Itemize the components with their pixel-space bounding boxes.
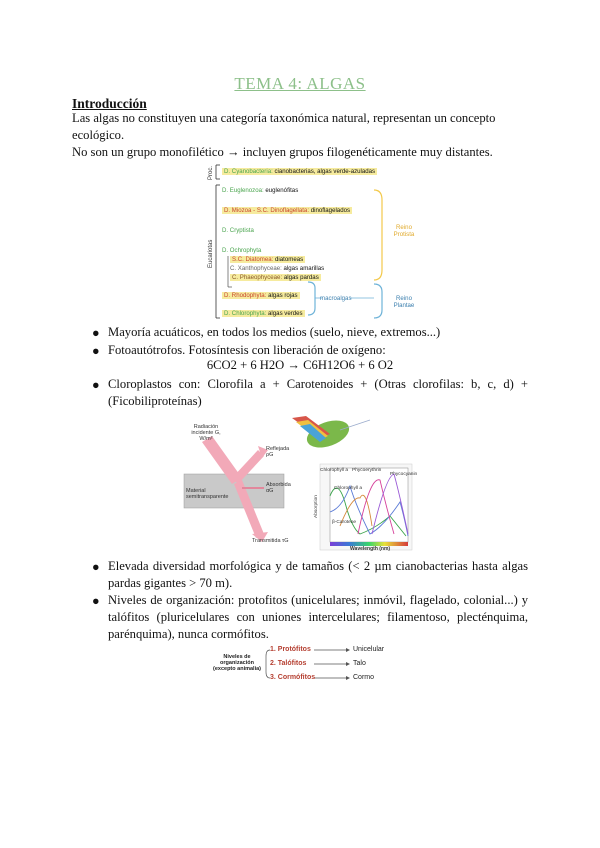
row-xanthophyceae: C. Xanthophyceae: algas amarillas — [230, 265, 325, 272]
reino-protista-label: Reino Protista — [393, 224, 415, 238]
bullet-dot-5: ● — [92, 594, 100, 608]
macroalgas-label: macroalgas — [320, 295, 352, 302]
bullet-4: Elevada diversidad morfológica y de tamaños (< 2 µm cianobacterias hasta algas pardas gigantes > 70 m). — [108, 559, 528, 590]
spectrum-label-chla-2: Chlorophyll a — [334, 486, 362, 491]
result-unicelular: Unicelular — [353, 646, 385, 653]
row-ochrophyta: D. Ochrophyta — [222, 247, 262, 254]
bullet-dot-3: ● — [92, 378, 100, 392]
spectrum-label-phycocyanin: Phycocyanin — [390, 472, 418, 477]
intro-paragraph-2: No son un grupo monofilético → incluyen grupos filogenéticamente muy distantes. — [72, 145, 493, 159]
transmitted-label: Transmitida τG — [252, 538, 289, 544]
material-label: Material semitransparente — [186, 488, 229, 500]
level-protofitos: 1. Protófitos — [270, 646, 311, 653]
row-rhodophyta: D. Rhodophyta: algas rojas — [224, 292, 298, 299]
page-title: TEMA 4: ALGAS — [234, 74, 366, 93]
reino-plantae-label: Reino Plantae — [393, 295, 415, 309]
bullet-5: Niveles de organización: protofitos (unicelulares; inmóvil, flagelado, colonial...) y talófitos (pluricelulares con uniones intercelulares; filamentoso, plecténquima, parénquima), nunca cormófitos. — [108, 593, 528, 641]
spectrum-label-chla-1: Chlorophyll a — [320, 468, 348, 473]
row-cyanobacteria: D. Cyanobacteria: cianobacterias, algas verde-azuladas — [224, 168, 376, 175]
row-miozoa: D. Miozoa - S.C. Dinoflagellata: dinoflagelados — [224, 207, 351, 214]
light-figure — [180, 416, 416, 556]
photosynthesis-equation: 6CO2 + 6 H2O → C6H12O6 + 6 O2 — [206, 358, 394, 372]
level-talofitos: 2. Talófitos — [270, 660, 307, 667]
prok-label: Proc. — [208, 165, 214, 180]
result-cormo: Cormo — [353, 674, 375, 681]
row-chlorophyta: D. Chlorophyta: algas verdes — [224, 310, 303, 317]
levels-figure — [210, 642, 420, 686]
row-cryptista: D. Cryptista — [222, 227, 254, 234]
classification-figure — [190, 160, 426, 322]
levels-heading: Niveles de organización (excepto animalia) — [213, 654, 261, 672]
eucariotas-label: Eucariotas — [208, 239, 214, 268]
radiation-label: Radiación incidente G, W/m² — [191, 424, 221, 442]
x-axis-label: Wavelength (nm) — [350, 546, 391, 552]
bullet-dot-1: ● — [92, 326, 100, 340]
level-cormofitos: 3. Cormófitos — [270, 674, 316, 681]
bullet-dot-2: ● — [92, 344, 100, 358]
row-phaeophyceae: C. Phaeophyceae: algas pardas — [232, 274, 319, 281]
intro-paragraph-1: Las algas no constituyen una categoría taxonómica natural, representan un concepto ecológico. — [72, 111, 496, 142]
spectrum-label-carotene: β-Carotene — [332, 520, 357, 525]
section-heading: Introducción — [72, 96, 147, 111]
bullet-dot-4: ● — [92, 560, 100, 574]
y-axis-label: Absorption — [314, 495, 319, 518]
absorbed-label: Absorbida αG — [266, 482, 291, 494]
reflected-label: Reflejada ρG — [266, 446, 290, 458]
result-talo: Talo — [353, 660, 366, 667]
bullet-2: Fotoautótrofos. Fotosíntesis con liberación de oxígeno: — [108, 343, 386, 357]
bullet-1: Mayoría acuáticos, en todos los medios (suelo, nieve, extremos...) — [108, 325, 441, 339]
row-diatomea: S.C. Diatomea: diatomeas — [232, 256, 304, 263]
row-euglenozoa: D. Euglenozoa: euglenófitas — [222, 187, 299, 194]
spectrum-label-phycoerythrin: Phycoerythrin — [352, 468, 382, 473]
bullet-3: Cloroplastos con: Clorofila a + Carotenoides + (Otras clorofilas: b, c, d) + (Ficobiliproteínas) — [108, 377, 528, 408]
